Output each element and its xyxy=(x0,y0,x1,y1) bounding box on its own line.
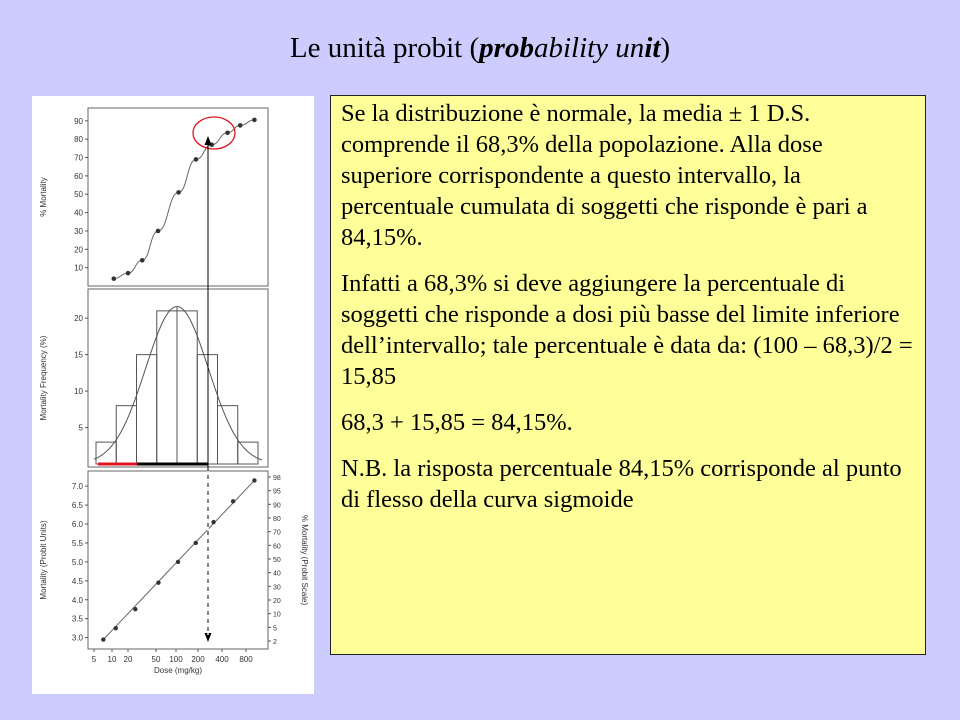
mid-ytick-label: 10 xyxy=(74,387,83,397)
bot-ytick-label: 3.5 xyxy=(71,614,83,624)
paragraph-3: 68,3 + 15,85 = 84,15%. xyxy=(341,409,573,436)
probit-figure-svg xyxy=(32,96,314,694)
paragraph-4: N.B. la risposta percentuale 84,15% corrisponde al punto di flesso della curva sigmoide xyxy=(341,455,902,513)
bot-ytick-label: 4.5 xyxy=(71,576,83,586)
paragraph-1: Se la distribuzione è normale, la media ± 1 D.S. comprende il 68,3% della popolazione. Alla dose superiore corrispondente a questo intervallo, la percentuale cumulata di soggetti che risponde è pari a 84,15%. xyxy=(341,100,868,251)
bot-ytick-label: 5.5 xyxy=(71,538,83,548)
probit-figure xyxy=(32,96,314,694)
bot-y2tick-label: 50 xyxy=(273,557,281,564)
bot-y2tick-label: 90 xyxy=(273,502,281,510)
histogram-bar xyxy=(157,311,177,464)
bot-data-point xyxy=(133,607,137,611)
bot-xtick-label: 100 xyxy=(169,655,183,664)
bot-ytick-label: 7.0 xyxy=(71,482,83,492)
bot-data-point xyxy=(114,626,118,630)
top-data-point xyxy=(140,258,145,263)
middle-panel-frame xyxy=(88,289,268,467)
bot-xtick-label: 200 xyxy=(191,655,205,664)
bot-data-point xyxy=(101,637,105,641)
explanation-textbox xyxy=(330,95,926,655)
guide-arrow-top xyxy=(205,136,212,145)
bot-ylabel: Mortality (Probit Units) xyxy=(39,520,48,600)
bot-y2tick-label: 30 xyxy=(273,584,281,592)
top-ytick-label: 20 xyxy=(74,245,83,255)
top-data-point xyxy=(126,271,131,276)
top-data-point xyxy=(176,190,181,195)
bot-y2tick-label: 98 xyxy=(273,475,281,482)
histogram-bar xyxy=(137,355,157,464)
bot-ytick-label: 6.0 xyxy=(71,520,83,530)
normal-curve xyxy=(94,307,262,460)
top-data-point xyxy=(156,229,161,234)
bot-ytick-label: 3.0 xyxy=(71,633,83,643)
mid-ytick-label: 15 xyxy=(74,350,83,360)
bot-y2tick-label: 40 xyxy=(273,570,281,578)
slide-title: Le unità probit (probability unit) xyxy=(289,32,671,64)
bot-data-point xyxy=(156,581,160,585)
histogram-bar xyxy=(96,442,116,464)
bot-y2tick-label: 80 xyxy=(273,516,281,523)
bot-y2tick-label: 60 xyxy=(273,543,281,551)
bot-ytick-label: 4.0 xyxy=(71,595,83,605)
bot-data-point xyxy=(231,499,235,503)
top-data-point xyxy=(238,123,243,128)
mid-ytick-label: 5 xyxy=(78,423,83,433)
bot-xtick-label: 5 xyxy=(91,655,97,664)
top-data-point xyxy=(225,130,230,135)
top-ytick-label: 30 xyxy=(74,226,83,236)
bot-y2tick-label: 20 xyxy=(273,598,281,605)
bot-xlabel: Dose (mg/kg) xyxy=(153,666,203,675)
bot-y2label: % Mortality (Probit Scale) xyxy=(300,514,309,606)
bot-y2tick-label: 2 xyxy=(273,639,277,646)
top-data-point xyxy=(112,276,117,281)
top-sigmoid-curve xyxy=(114,120,255,279)
top-ytick-label: 10 xyxy=(74,263,83,273)
histogram-bar xyxy=(177,311,197,464)
histogram-bar xyxy=(238,442,258,464)
top-ytick-label: 60 xyxy=(74,171,83,181)
bot-xtick-label: 50 xyxy=(151,655,161,664)
mid-ylabel: Mortality Frequency (%) xyxy=(39,335,48,421)
bot-data-point xyxy=(211,520,215,524)
bot-xtick-label: 20 xyxy=(123,655,133,664)
bot-xtick-label: 400 xyxy=(215,655,229,664)
top-ytick-label: 90 xyxy=(74,116,83,126)
top-ytick-label: 70 xyxy=(74,153,83,163)
top-data-point xyxy=(194,157,199,162)
bot-ytick-label: 5.0 xyxy=(71,557,83,567)
bot-ytick-label: 6.5 xyxy=(71,501,83,511)
bot-data-point xyxy=(194,541,198,545)
top-ytick-label: 50 xyxy=(74,190,83,200)
bot-y2tick-label: 10 xyxy=(273,611,281,619)
bot-y2tick-label: 95 xyxy=(273,488,281,496)
top-ytick-label: 80 xyxy=(74,135,83,145)
top-data-point xyxy=(252,118,257,123)
mid-ytick-label: 20 xyxy=(74,314,83,324)
bot-xtick-label: 800 xyxy=(239,655,253,664)
bot-y2tick-label: 5 xyxy=(273,625,277,633)
top-ytick-label: 40 xyxy=(74,208,83,218)
paragraph-2: Infatti a 68,3% si deve aggiungere la percentuale di soggetti che risponde a dosi più basse del limite inferiore dell’intervallo; tale percentuale è data da: (100 – 68,3)/2 = 15,85 xyxy=(341,270,913,390)
bot-y2tick-label: 70 xyxy=(273,529,281,537)
bot-data-point xyxy=(176,560,180,564)
histogram-bar xyxy=(197,355,217,464)
bot-xtick-label: 10 xyxy=(107,655,117,664)
top-ylabel: % Mortality xyxy=(39,177,48,217)
top-panel-frame xyxy=(88,108,268,286)
bot-data-point xyxy=(252,478,256,482)
